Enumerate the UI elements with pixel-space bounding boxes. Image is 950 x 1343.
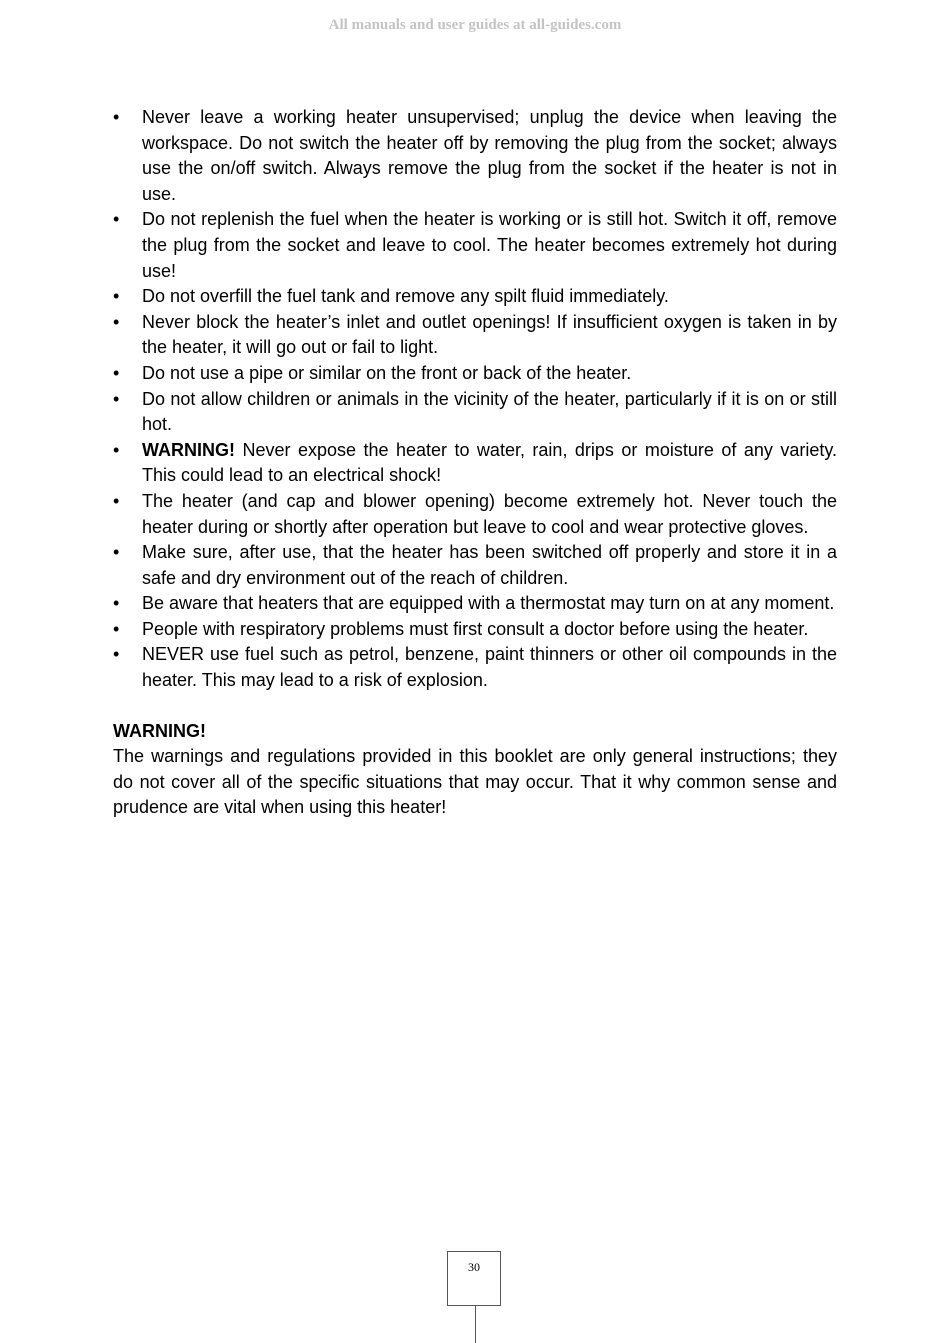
- item-text: Do not allow children or animals in the vicinity of the heater, particularly if it is on or still hot.: [142, 388, 837, 435]
- manual-page-content: [113, 105, 837, 821]
- page-number: 30: [468, 1260, 480, 1274]
- list-item: [113, 284, 837, 310]
- bullet-icon: •: [113, 644, 120, 665]
- list-item: [113, 310, 837, 361]
- item-bold-label: WARNING!: [142, 439, 235, 460]
- item-text: Be aware that heaters that are equipped with a thermostat may turn on at any moment.: [142, 593, 835, 614]
- bullet-icon: •: [113, 209, 120, 230]
- bullet-icon: •: [113, 362, 120, 383]
- item-text: Never leave a working heater unsupervised; unplug the device when leaving the workspace. Do not switch the heater off by removing the plug from the socket; always use the on/off switch. Always remove the plug from the socket if the heater is not in use.: [142, 107, 837, 204]
- bullet-icon: •: [113, 388, 120, 409]
- item-text: Never expose the heater to water, rain, drips or moisture of any variety. This could lead to an electrical shock!: [142, 439, 837, 486]
- safety-bullet-list: [113, 105, 837, 694]
- bullet-icon: •: [113, 107, 120, 127]
- list-item: [113, 387, 837, 438]
- list-item: [113, 361, 837, 387]
- bullet-icon: •: [113, 286, 120, 307]
- item-text: The heater (and cap and blower opening) become extremely hot. Never touch the heater during or shortly after operation but leave to cool and wear protective gloves.: [142, 490, 837, 537]
- bullet-icon: •: [113, 542, 120, 563]
- list-item: [113, 207, 837, 284]
- item-text: Do not overfill the fuel tank and remove any spilt fluid immediately.: [142, 286, 669, 307]
- list-item: [113, 489, 837, 540]
- bullet-icon: •: [113, 618, 120, 639]
- list-item: [113, 105, 837, 207]
- item-text: Do not replenish the fuel when the heater is working or is still hot. Switch it off, remove the plug from the socket and leave to cool. The heater becomes extremely hot during use!: [142, 209, 837, 281]
- page-number-stem-line: [475, 1306, 476, 1343]
- list-item: [113, 591, 837, 617]
- warning-paragraph: The warnings and regulations provided in this booklet are only general instructions; they do not cover all of the specific situations that may occur. That it why common sense and prudence are vital when using this heater!: [113, 746, 837, 818]
- item-text: Make sure, after use, that the heater has been switched off properly and store it in a safe and dry environment out of the reach of children.: [142, 542, 837, 588]
- general-warning-section: [113, 719, 837, 821]
- list-item: [113, 438, 837, 489]
- site-watermark: All manuals and user guides at all-guides.com: [328, 17, 622, 33]
- bullet-icon: •: [113, 490, 120, 511]
- page-number-box: [447, 1251, 501, 1306]
- item-text: People with respiratory problems must first consult a doctor before using the heater.: [142, 618, 809, 639]
- bullet-icon: •: [113, 593, 120, 614]
- item-text: NEVER use fuel such as petrol, benzene, paint thinners or other oil compounds in the heater. This may lead to a risk of explosion.: [142, 644, 837, 691]
- warning-heading: WARNING!: [113, 720, 206, 741]
- bullet-icon: •: [113, 439, 120, 460]
- list-item: [113, 642, 837, 693]
- bullet-icon: •: [113, 311, 120, 332]
- item-text: Do not use a pipe or similar on the front or back of the heater.: [142, 362, 632, 383]
- list-item: [113, 540, 837, 591]
- list-item: [113, 617, 837, 643]
- item-text: Never block the heater’s inlet and outlet openings! If insufficient oxygen is taken in by the heater, it will go out or fail to light.: [142, 311, 837, 358]
